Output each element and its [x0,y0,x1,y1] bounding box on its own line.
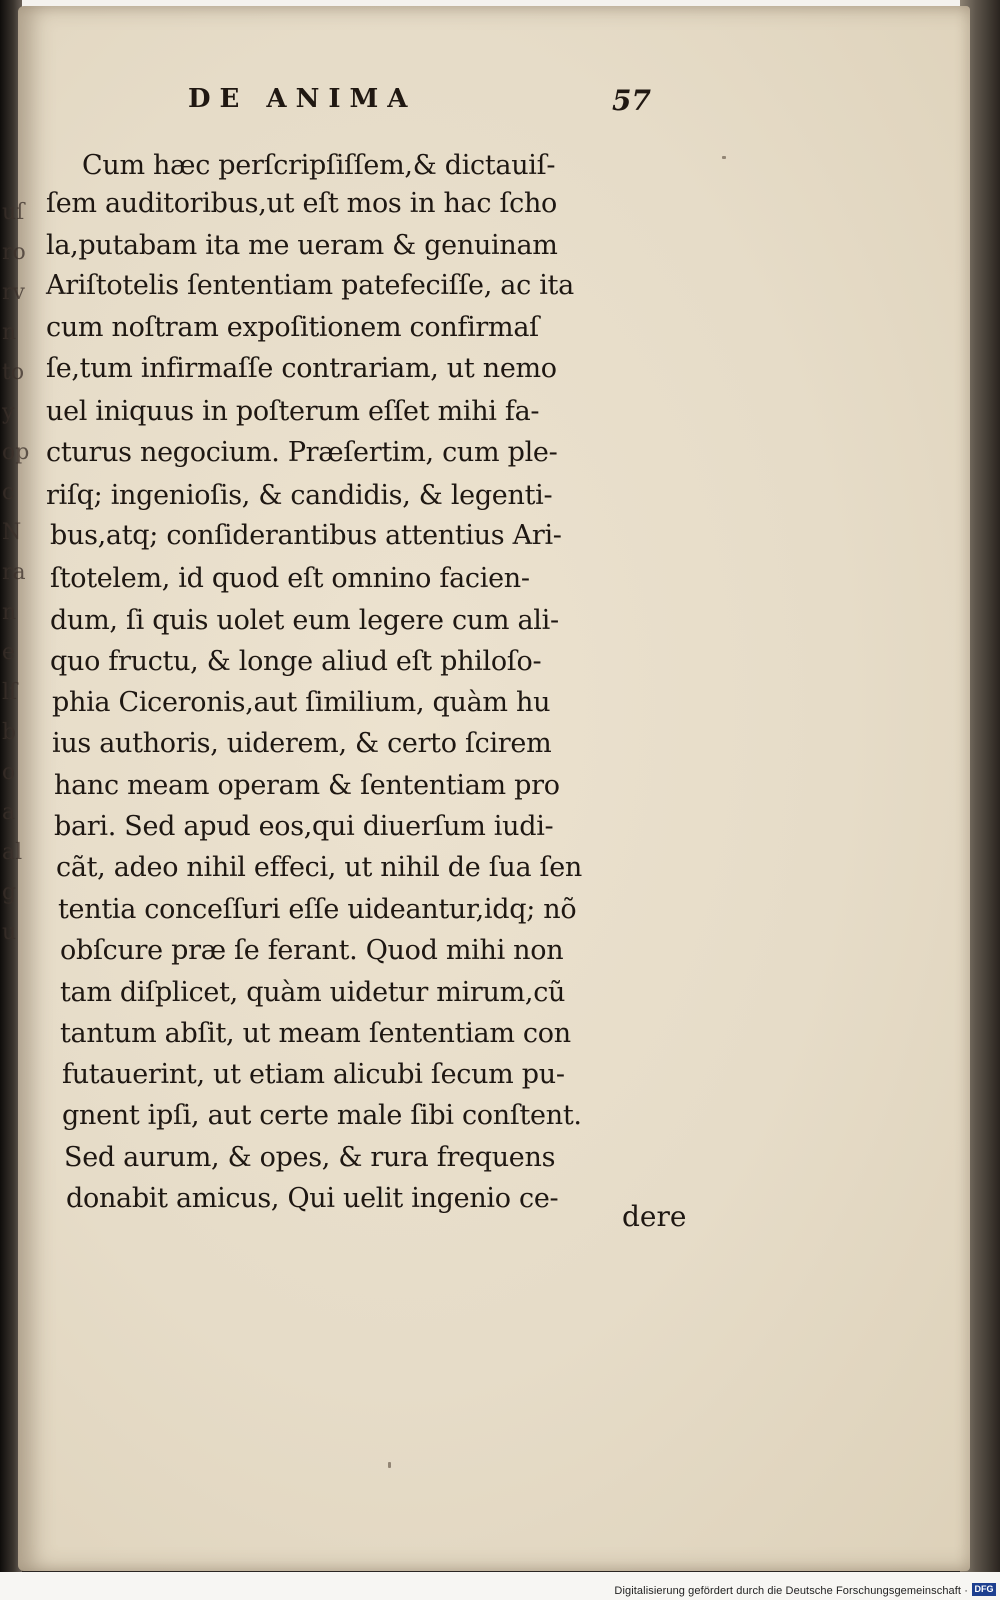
text-line: riſq; ingenioſis, & candidis, & legenti- [46,480,553,511]
text-line: futauerint, ut etiam alicubi ſecum pu- [62,1059,565,1090]
text-line: tantum abſit, ut meam ſententiam con [60,1018,571,1049]
text-line: cãt, adeo nihil effeci, ut nihil de ſua ſen [56,852,583,883]
margin-fragment: al [2,840,23,865]
text-line: phia Ciceronis,aut ſimilium, quàm hu [52,687,551,718]
text-line: tam diſplicet, quàm uidetur mirum,cũ [60,977,566,1008]
margin-fragment: b [2,720,17,745]
margin-fragment: o [2,760,16,785]
page-number: 57 [612,84,651,117]
margin-fragment: ro [2,240,26,265]
text-line: uel iniquus in poſterum eſſet mihi fa- [46,396,540,427]
text-line: ſem auditoribus,ut eſt mos in hac ſcho [46,188,558,219]
text-line: bari. Sed apud eos,qui diuerſum iudi- [54,811,554,842]
text-line: dum, ſi quis uolet eum legere cum ali- [50,605,559,636]
text-line: Cum hæc perſcripſiſſem,& dictauiſ- [82,150,556,181]
margin-fragment: u [2,920,17,945]
margin-fragment: N [2,520,22,545]
margin-fragment: n [2,320,17,345]
text-line: hanc meam operam & ſententiam pro [54,770,560,801]
margin-fragment: lſ [2,680,18,705]
margin-fragment: n [2,600,17,625]
margin-fragment: e [2,640,16,665]
text-line: ſtotelem, id quod eſt omnino facien- [50,563,530,594]
margin-fragment: op [2,440,30,465]
text-line: la,putabam ita me ueram & genuinam [46,230,558,261]
dfg-logo: DFG [972,1583,996,1596]
margin-fragment: g [2,880,17,905]
margin-fragment: to [2,360,25,385]
margin-fragment: y [2,400,15,425]
catchword: dere [622,1200,687,1233]
running-head: DE ANIMA [188,84,417,114]
text-line: Ariſtotelis ſententiam patefeciſſe, ac ita [46,270,574,301]
margin-fragment: rv [2,280,25,305]
margin-fragment: c [2,480,15,505]
text-line: cum noſtram expoſitionem confirmaſ [46,312,539,343]
text-line: cturus negocium. Præſertim, cum ple- [46,437,558,468]
text-line: Sed aurum, & opes, & rura frequens [64,1142,556,1173]
margin-fragment: a [2,800,16,825]
text-line: donabit amicus, Qui uelit ingenio ce- [66,1183,559,1214]
text-line: ſe,tum infirmaſſe contrariam, ut nemo [46,353,557,384]
text-line: quo fructu, & longe aliud eſt philoſo- [50,646,542,677]
ink-speck [722,156,726,159]
text-line: ius authoris, uiderem, & certo ſcirem [52,728,552,759]
margin-fragment: ra [2,560,26,585]
text-line: bus,atq; conſiderantibus attentius Ari- [50,520,562,551]
ink-speck [388,1462,391,1468]
text-line: gnent ipſi, aut certe male ſibi conſtent. [62,1100,582,1131]
text-line: tentia conceſſuri eſſe uideantur,idq; nõ [58,894,577,925]
funding-credit: Digitalisierung gefördert durch die Deutsche Forschungsgemeinschaft · [614,1585,968,1597]
margin-fragment: uſ [2,200,25,225]
text-line: obſcure præ ſe ferant. Quod mihi non [60,935,564,966]
